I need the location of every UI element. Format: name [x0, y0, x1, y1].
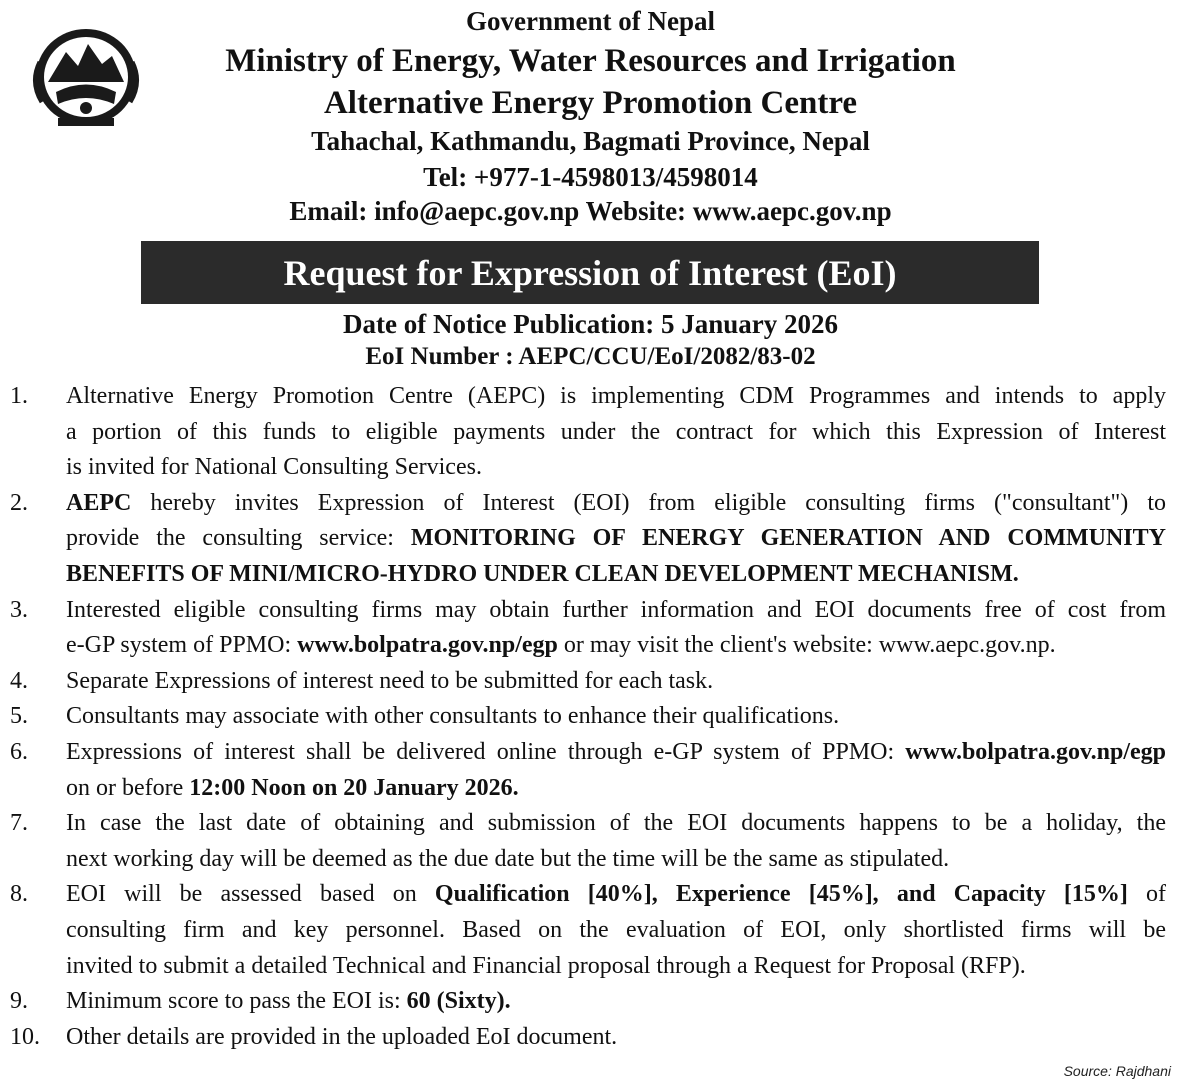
text-line — [66, 664, 1166, 700]
text-run: provide the consulting service: — [66, 525, 411, 552]
text-line — [66, 557, 1166, 593]
notice-title: Request for Expression of Interest (EoI) — [141, 241, 1039, 304]
bold-text: AEPC — [66, 489, 132, 516]
text-run: next working day will be deemed as the due date but the time will be the same as stipulated. — [66, 845, 950, 872]
publication-date: Date of Notice Publication: 5 January 2026 — [343, 309, 838, 339]
list-item-number: 1. — [10, 383, 28, 409]
bold-text: MONITORING OF ENERGY GENERATION AND COMMUNITY — [410, 525, 1166, 552]
bold-text: 12:00 Noon on 20 January 2026. — [189, 774, 519, 801]
text-run: or may visit the client's website: www.aepc.gov.np. — [557, 632, 1056, 659]
text-run: In case the last date of obtaining and submission of the EOI documents happens to be a holiday, the — [66, 810, 1166, 837]
text-line — [66, 593, 1166, 629]
text-line — [66, 913, 1166, 949]
text-line — [66, 521, 1166, 557]
bold-text: 60 (Sixty). — [406, 988, 511, 1015]
text-line — [66, 450, 1166, 486]
bold-text: www.bolpatra.gov.np/egp — [297, 632, 558, 659]
ministry-name: Ministry of Energy, Water Resources and Irrigation — [225, 43, 956, 79]
list-item-number: 7. — [10, 810, 28, 837]
text-run: Minimum score to pass the EOI is: — [66, 988, 407, 1015]
list-item-number: 3. — [10, 596, 28, 623]
text-line — [66, 984, 1166, 1020]
organization-name: Alternative Energy Promotion Centre — [323, 85, 858, 121]
list-item-number: 8. — [10, 881, 28, 908]
text-run: Other details are provided in the uploaded EoI document. — [66, 1023, 618, 1050]
text-run: a portion of this funds to eligible payments under the contract for which this Expression of Interest — [66, 418, 1166, 445]
text-run: EOI will be assessed based on — [66, 881, 435, 908]
list-item-number: 6. — [10, 739, 28, 765]
text-run: is invited for National Consulting Services. — [66, 454, 482, 481]
text-line — [66, 486, 1166, 522]
list-item-text — [66, 877, 1166, 984]
list-item-text — [66, 984, 1166, 1020]
list-item-text — [66, 806, 1166, 877]
list-item-text — [66, 379, 1166, 486]
text-line — [66, 735, 1166, 771]
text-run: e-GP system of PPMO: — [66, 632, 298, 659]
organization-address: Tahachal, Kathmandu, Bagmati Province, Nepal — [311, 126, 870, 156]
list-item-text — [66, 699, 1166, 735]
text-run: invited to submit a detailed Technical and Financial proposal through a Request for Proposal (RFP). — [66, 952, 1026, 979]
eoi-number: EoI Number : AEPC/CCU/EoI/2082/83-02 — [365, 343, 816, 370]
text-line — [66, 949, 1166, 985]
text-run: on or before — [66, 774, 190, 801]
text-line — [66, 415, 1166, 451]
telephone-line: Tel: +977-1-4598013/4598014 — [423, 162, 758, 192]
text-run: Alternative Energy Promotion Centre (AEPC) is implementing CDM Programmes and intends to apply — [66, 383, 1166, 409]
text-line — [66, 877, 1166, 913]
list-item-text — [66, 593, 1166, 664]
list-item-number: 2. — [10, 489, 28, 516]
list-item-text — [66, 735, 1166, 806]
text-line — [66, 1020, 1166, 1056]
email-website-line: Email: info@aepc.gov.np Website: www.aepc.gov.np — [289, 196, 892, 226]
text-line — [66, 771, 1166, 807]
text-line — [66, 842, 1166, 878]
text-run: Separate Expressions of interest need to be submitted for each task. — [66, 667, 714, 694]
text-line — [66, 628, 1166, 664]
text-line — [66, 806, 1166, 842]
list-item-text — [66, 1020, 1166, 1056]
list-item-text — [66, 486, 1166, 593]
list-item-text — [66, 664, 1166, 700]
text-run: Expressions of interest shall be delivered online through e-GP system of PPMO: — [66, 739, 906, 765]
text-run: Consultants may associate with other consultants to enhance their qualifications. — [66, 703, 840, 730]
bold-text: www.bolpatra.gov.np/egp — [905, 739, 1166, 765]
text-run: Interested eligible consulting firms may obtain further information and EOI documents free of cost from — [66, 596, 1166, 623]
text-line — [66, 699, 1166, 735]
list-item-number: 9. — [10, 988, 28, 1015]
government-name: Government of Nepal — [466, 6, 715, 36]
list-item-number: 4. — [10, 667, 28, 694]
bold-text: BENEFITS OF MINI/MICRO-HYDRO UNDER CLEAN DEVELOPMENT MECHANISM. — [66, 560, 1019, 587]
bold-text: Qualification [40%], Experience [45%], and Capacity [15%] — [434, 881, 1128, 908]
list-item-number: 5. — [10, 703, 28, 730]
text-run: consulting firm and key personnel. Based on the evaluation of EOI, only shortlisted firms will be — [66, 916, 1166, 943]
text-line — [66, 379, 1166, 415]
text-run: of — [1127, 881, 1166, 908]
list-item-number: 10. — [10, 1023, 40, 1050]
source-credit: Source: Rajdhani — [1063, 1063, 1171, 1079]
text-run: hereby invites Expression of Interest (EOI) from eligible consulting firms ("consultant") to — [131, 489, 1166, 516]
